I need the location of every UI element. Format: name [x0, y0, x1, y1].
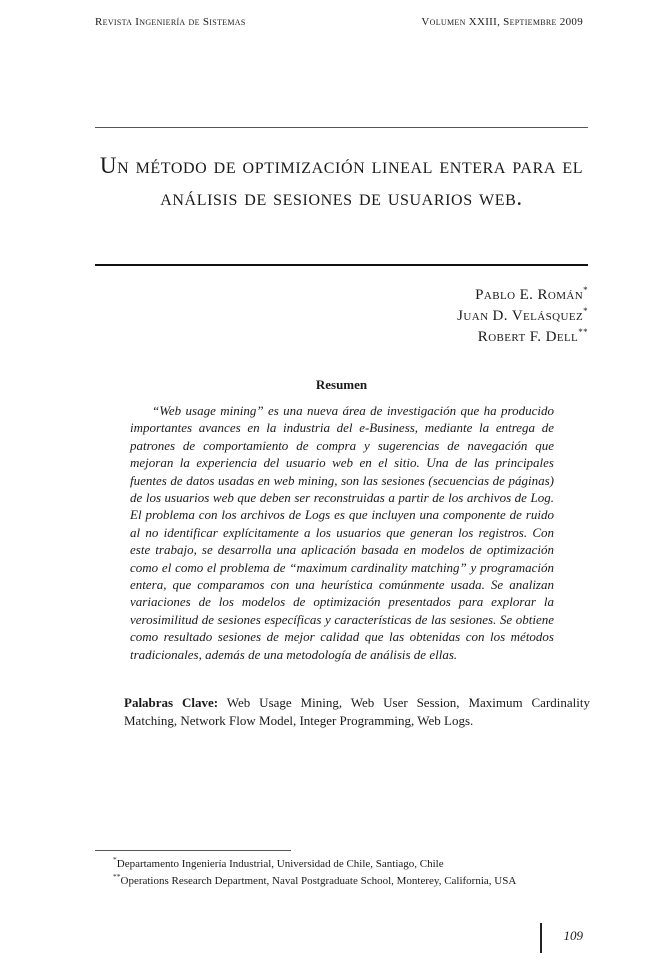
- affiliation-mark: *: [583, 306, 588, 316]
- author-name: Juan D. Velásquez: [457, 308, 584, 324]
- footnote-text: Operations Research Department, Naval Postgraduate School, Monterey, California, USA: [120, 875, 517, 887]
- footnote: [95, 856, 588, 873]
- abstract-text: “Web usage mining” es una nueva área de investigación que ha producido importantes avances en la industria del e-Business, mediante la entrega de patrones de comportamiento de compra y sugerencias de navegación que mejoran la experiencia del usuario web en el sitio. Una de las principales fuentes de datos usadas en web mining, son las sesiones (secuencias de páginas) de los usuarios web que deben ser reconstruidas a partir de los archivos de Log. El problema con los archivos de Logs es que incluyen una componente de ruido al no identificar explícitamente a los usuarios que generan los registros. Con este trabajo, se desarrolla una aplicación basada en modelos de optimización como el como el problema de “maximum cardinality matching” y programación entera, que comparamos con una heurística comúnmente usada. Se analizan variaciones de los modelos de optimización presentados para explorar la verosimilitud de sesiones específicas y características de las sesiones. Se obtiene como resultado sesiones de mejor calidad que las obtenidas con los métodos tradicionales, además de una metodología de análisis de ellas.: [130, 403, 554, 662]
- title-top-rule: [95, 127, 588, 128]
- abstract-heading: Resumen: [315, 377, 368, 392]
- affiliation-mark: **: [578, 327, 588, 337]
- affiliation-mark: *: [583, 285, 588, 295]
- footnote-mark: *: [113, 855, 117, 864]
- keywords-text: Web Usage Mining, Web User Session, Maximum Cardinality Matching, Network Flow Model, Integer Programming, Web Logs.: [124, 695, 591, 728]
- footnote-rule: [95, 850, 291, 851]
- footnote: [95, 873, 588, 890]
- author-list: [457, 285, 588, 348]
- footnotes: [95, 856, 588, 890]
- page-number-bar: [540, 923, 542, 953]
- title-bottom-rule: [95, 264, 588, 266]
- author-name: Pablo E. Román: [475, 287, 584, 303]
- page-number: 109: [563, 928, 583, 943]
- footnote-text: Departamento Ingeniería Industrial, Universidad de Chile, Santiago, Chile: [116, 858, 444, 870]
- author: [457, 306, 588, 327]
- running-header-journal: Revista Ingeniería de Sistemas: [95, 16, 246, 28]
- running-header-volume: Volumen XXIII, Septiembre 2009: [421, 16, 583, 28]
- paper-title: Un método de optimización lineal entera para el análisis de sesiones de usuarios web.: [99, 153, 584, 210]
- author: [457, 327, 588, 348]
- keywords: [124, 694, 590, 730]
- keywords-label: Palabras Clave:: [124, 695, 219, 710]
- author-name: Robert F. Dell: [477, 329, 579, 345]
- footnote-mark: **: [113, 872, 121, 881]
- author: [457, 285, 588, 306]
